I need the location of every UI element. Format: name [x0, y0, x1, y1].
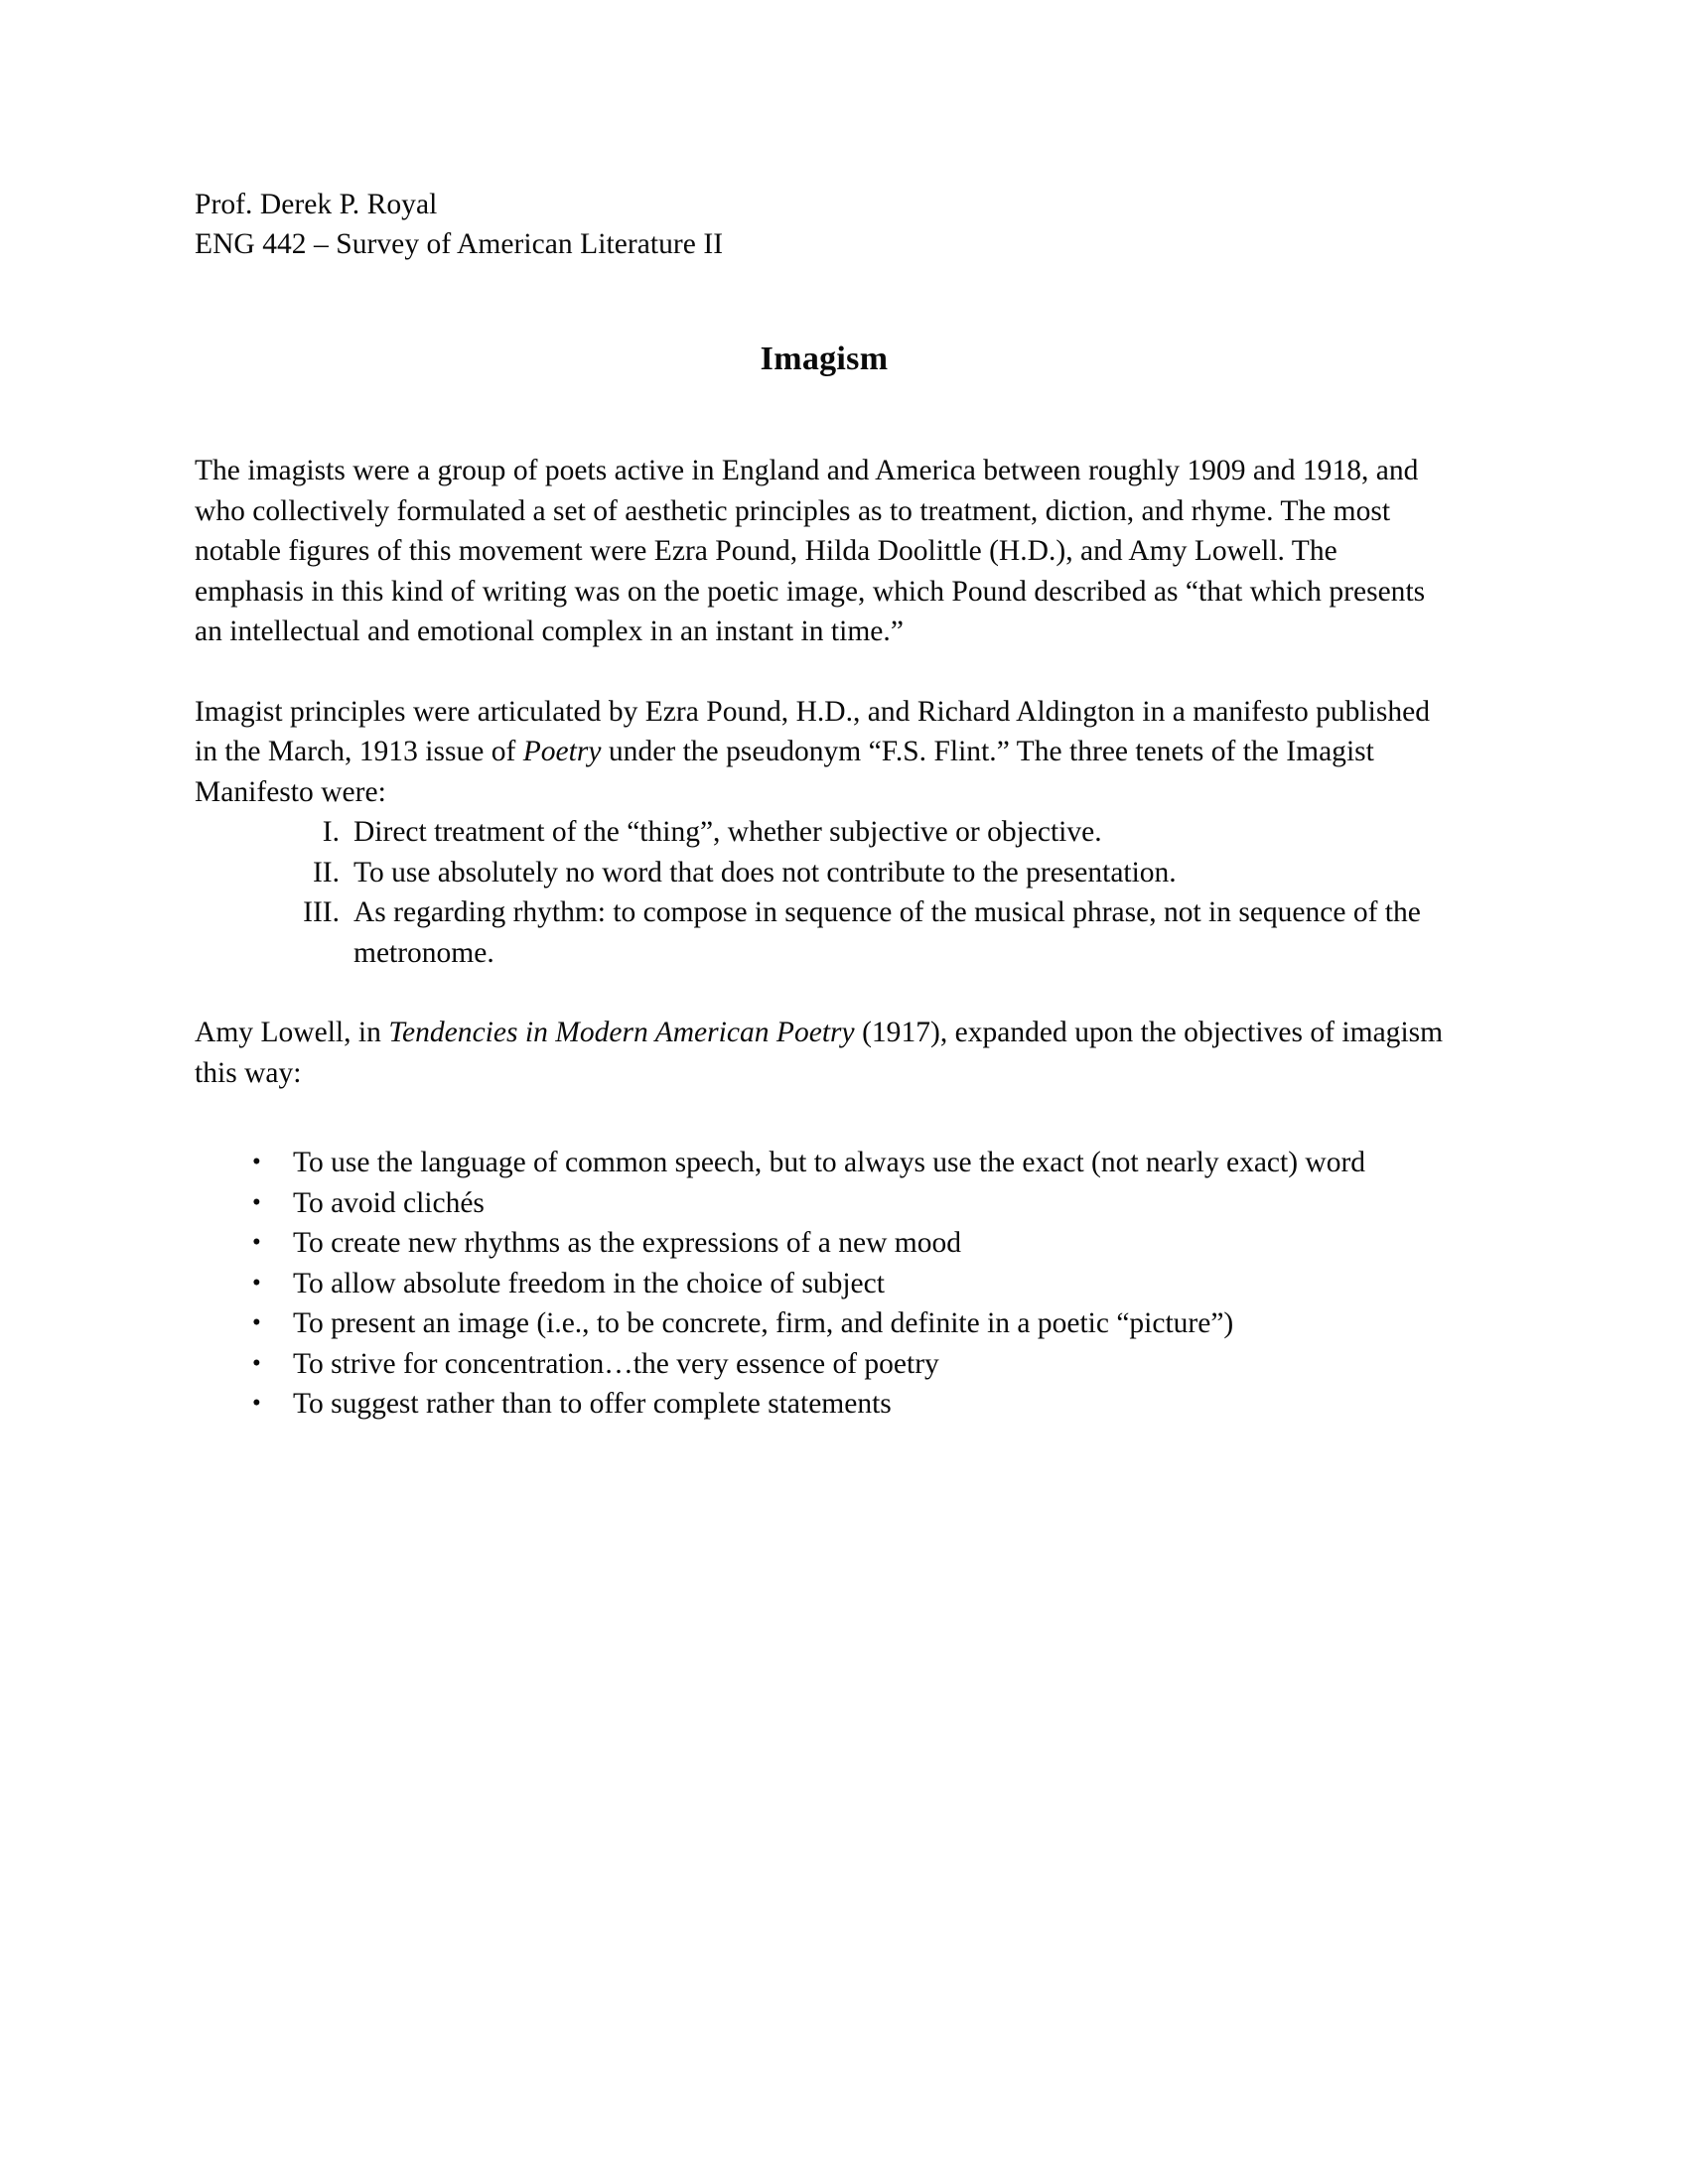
roman-numeral-marker: III. — [303, 896, 340, 928]
lowell-intro-part-b: (1917), expanded upon the objectives of imagism this way: — [195, 1017, 1444, 1089]
course-title: ENG 442 – Survey of American Literature II — [195, 228, 724, 260]
manifesto-tenets-list — [195, 812, 1454, 973]
list-item — [195, 853, 1454, 893]
bullet-icon: • — [252, 1229, 261, 1256]
lowell-intro-part-a: Amy Lowell, in — [195, 1017, 389, 1048]
list-item — [195, 812, 1454, 853]
list-item — [195, 1264, 1454, 1304]
bullet-icon: • — [252, 1188, 261, 1216]
bullet-icon: • — [252, 1309, 261, 1336]
objective-text: To avoid clichés — [293, 1186, 485, 1219]
book-title-tendencies: Tendencies in Modern American Poetry — [388, 1017, 855, 1048]
tenet-text: To use absolutely no word that does not contribute to the presentation. — [353, 856, 1177, 888]
lowell-objectives-list — [195, 1143, 1454, 1425]
instructor-name: Prof. Derek P. Royal — [195, 189, 438, 220]
tenet-text: Direct treatment of the “thing”, whether subjective or objective. — [353, 816, 1102, 848]
list-item — [195, 1223, 1454, 1264]
list-item — [195, 892, 1454, 973]
list-item — [195, 1303, 1454, 1344]
objective-text: To allow absolute freedom in the choice of subject — [293, 1267, 885, 1299]
manifesto-intro-part-a: Imagist principles were articulated by Ezra Pound, H.D., and Richard Aldington in a manifesto published in the March, 1913 issue of — [195, 695, 1431, 767]
document-content — [195, 185, 1454, 1425]
bullet-icon: • — [252, 1390, 261, 1417]
roman-numeral-marker: I. — [322, 816, 340, 848]
list-item — [195, 1183, 1454, 1224]
objective-text: To use the language of common speech, but to always use the exact (not nearly exact) word — [293, 1147, 1366, 1178]
objective-text: To present an image (i.e., to be concrete, firm, and definite in a poetic “picture”) — [293, 1307, 1234, 1339]
document-header — [195, 185, 1454, 264]
list-item — [195, 1344, 1454, 1385]
objective-text: To suggest rather than to offer complete statements — [293, 1388, 892, 1420]
paragraph-lowell-intro — [195, 1013, 1454, 1093]
paragraph-manifesto-intro — [195, 692, 1454, 813]
journal-title-poetry: Poetry — [522, 736, 602, 767]
objective-text: To create new rhythms as the expressions of a new mood — [293, 1227, 961, 1259]
bullet-icon: • — [252, 1149, 261, 1175]
page-title: Imagism — [760, 341, 889, 377]
list-item — [195, 1143, 1454, 1183]
objective-text: To strive for concentration…the very essence of poetry — [293, 1347, 939, 1380]
manifesto-intro-part-b: under the pseudonym “F.S. Flint.” The three tenets of the Imagist Manifesto were: — [195, 736, 1374, 808]
tenet-text: As regarding rhythm: to compose in sequence of the musical phrase, not in sequence of the metronome. — [353, 896, 1421, 969]
bullet-icon: • — [252, 1269, 261, 1297]
bullet-icon: • — [252, 1349, 261, 1377]
roman-numeral-marker: II. — [312, 856, 340, 888]
paragraph-overview: The imagists were a group of poets active in England and America between roughly 1909 and 1918, and who collectively formulated a set of aesthetic principles as to treatment, diction, and rhyme. The most notable figures of this movement were Ezra Pound, Hilda Doolittle (H.D.), and Amy Lowell. The emphasis in this kind of writing was on the poetic image, which Pound described as “that which presents an intellectual and emotional complex in an instant in time.” — [195, 455, 1426, 647]
list-item — [195, 1384, 1454, 1425]
